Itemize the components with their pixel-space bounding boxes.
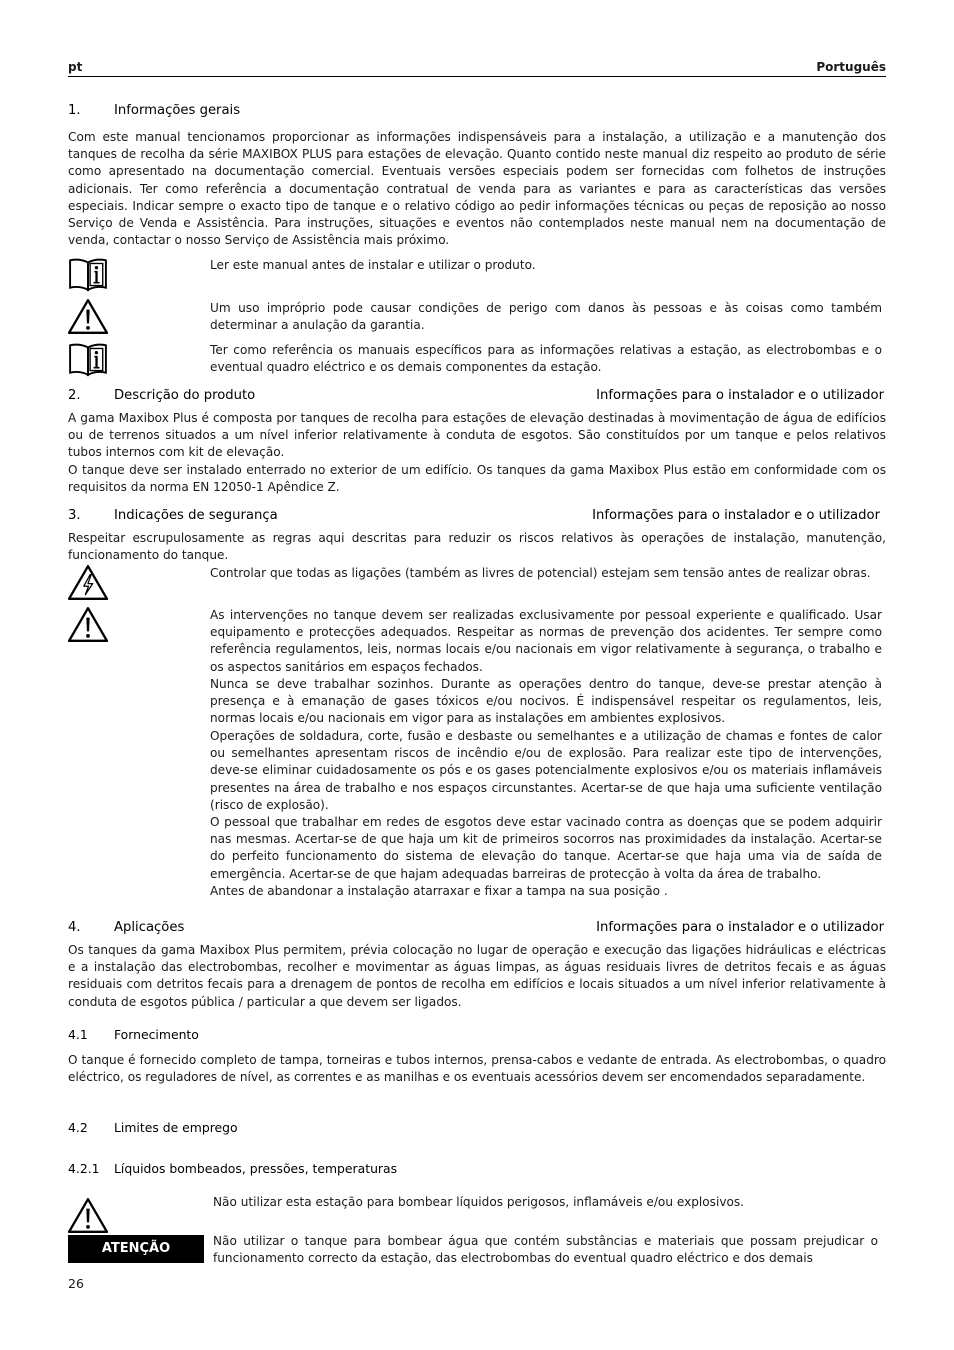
section-title: Descrição do produto (114, 388, 256, 403)
warning-icon (68, 606, 108, 642)
section-1-heading (68, 102, 886, 120)
section-2-body: A gama Maxibox Plus é composta por tanques de recolha para estações de elevação destinadas à movimentação de água de edifícios ou de terrenos situados a um nível inferior relativamente à conduta de esgotos. São constituídos por um tanque e pelos relativos tubos internos com kit de elevação. (68, 411, 886, 460)
section-number: 4.2 (68, 1120, 88, 1135)
language-code: pt (68, 60, 83, 74)
audience-label: Informações para o instalador e o utilizador (596, 920, 884, 935)
safety-paragraph-gases: Nunca se deve trabalhar sozinhos. Durante as operações dentro do tanque, deve-se prestar atenção à presença e à emanação de gases tóxicos e/ou nocivos. É indispensável respeitar os regulamentos, leis, normas locais e/ou nacionais em vigor para as instalações em ambientes explosivos. (210, 677, 882, 726)
warning-icon (68, 298, 108, 334)
manual-info-icon (68, 256, 108, 292)
section-number: 4. (68, 920, 81, 935)
section-4-1-body: O tanque é fornecido completo de tampa, torneiras e tubos internos, prensa-cabos e vedante de entrada. As electrobombas, o quadro eléctrico, os reguladores de nível, as correntes e as manilhas e os eventuais acessórios devem ser encomendados separadamente. (68, 1053, 886, 1085)
section-2-heading (68, 387, 886, 405)
audience-label: Informações para o instalador e o utilizador (592, 508, 880, 523)
note-dangerous-liquids: Não utilizar esta estação para bombear líquidos perigosos, inflamáveis e/ou explosivos. (213, 1195, 745, 1209)
section-title: Limites de emprego (114, 1120, 238, 1135)
section-4-2-1-heading (68, 1160, 886, 1178)
section-1-body: Com este manual tencionamos proporcionar as informações indispensáveis para a instalação, a utilização e a manutenção dos tanques de recolha da série MAXIBOX PLUS para estações de elevação. Quanto contido neste manual diz respeito ao produto de série como apresentado na documentação comercial. Eventuais versões especiais podem ser fornecidas com folhetos de instruções adicionais. Ter como referência a documentação contratual de venda para as variantes e para as características das versões especiais. Indicar sempre o exacto tipo de tanque e o relativo código ao pedir informações técnicas ou peças de reposição ao nosso Serviço de Venda e Assistência. Para instruções, situações e eventos não contemplados neste manual nem na documentação de venda, contactar o nosso Serviço de Assistência mais próximo. (68, 130, 886, 248)
safety-paragraph-explosion: Operações de soldadura, corte, fusão e desbaste ou semelhantes e a utilização de chamas e fontes de calor ou semelhantes apresentam riscos de incêndio e/ou de explosão. Para realizar este tipo de intervenções, deve-se eliminar cuidadosamente os pós e os gases potencialmente explosivos e/ou os materiais inflamáveis presentes na área de trabalho e nos espaços circunstantes. Acertar-se de que haja uma suficiente ventilação (risco de explosão). (210, 729, 882, 812)
section-2-body-compliance: O tanque deve ser instalado enterrado no exterior de um edifício. Os tanques da gama Maxibox Plus estão em conformidade com os requisitos da norma EN 12050-1 Apêndice Z. (68, 463, 886, 495)
section-title: Fornecimento (114, 1027, 199, 1042)
section-3-intro: Respeitar escrupulosamente as regras aqui descritas para reduzir os riscos relativos às operações de instalação, manutenção, funcionamento do tanque. (68, 531, 886, 563)
safety-paragraph-sewers: O pessoal que trabalhar em redes de esgotos deve estar vacinado contra as doenças que se podem adquirir nas mesmas. Acertar-se de que haja um kit de primeiros socorros nas proximidades da instalação. Acertar-se do perfeito funcionamento do sistema de elevação do tanque. Acertar-se que haja uma via de saída de emergência. Acertar-se de que hajam adequadas barreiras de protecção à volta da área de trabalho. (210, 815, 882, 881)
note-reference-manuals: Ter como referência os manuais específicos para as informações relativas a estação, as electrobombas e o eventual quadro eléctrico e os demais componentes da estação. (210, 343, 882, 375)
page-header (68, 59, 886, 77)
section-title: Aplicações (114, 920, 185, 935)
safety-paragraph-qualified: As intervenções no tanque devem ser realizadas exclusivamente por pessoal experiente e qualificado. Usar equipamento e protecções adequados. Respeitar as normas de prevenção dos acidentes. Ter sempre como referência regulamentos, leis, normas locais e/ou nacionais em vigor relativamente à segurança, o trabalho e os aspectos sanitários em espaços fechados. (210, 608, 882, 674)
section-number: 1. (68, 103, 81, 118)
safety-paragraph-closing: Antes de abandonar a instalação atarraxar e fixar a tampa na sua posição . (210, 884, 668, 898)
audience-label: Informações para o instalador e o utilizador (596, 388, 884, 403)
section-3-heading (68, 507, 886, 525)
section-number: 3. (68, 508, 81, 523)
section-4-1-heading (68, 1026, 886, 1044)
section-4-body: Os tanques da gama Maxibox Plus permitem, prévia colocação no lugar de operação e execução das ligações hidráulicas e eléctricas e a instalação das electrobombas, recolher e movimentar as águas limpas, as águas residuais livres de detritos fecais e as águas residuais com detritos fecais para a drenagem de pontos de recolha em edifícios e locais situados a um nível inferior relativamente à conduta de esgotos pública / particular a que devem ser ligados. (68, 943, 886, 1009)
section-title: Líquidos bombeados, pressões, temperaturas (114, 1161, 398, 1176)
note-water-substances: Não utilizar o tanque para bombear água que contém substâncias e materiais que possam prejudicar o funcionamento correcto da estação, das electrobombas do eventual quadro eléctrico e dos demais (213, 1234, 878, 1266)
attention-label: ATENÇÃO (68, 1235, 204, 1263)
section-title: Indicações de segurança (114, 508, 278, 523)
note-misuse: Um uso impróprio pode causar condições de perigo com danos às pessoas e às coisas como também determinar a anulação da garantia. (210, 301, 882, 333)
section-title: Informações gerais (114, 103, 241, 118)
section-4-heading (68, 919, 886, 937)
manual-info-icon (68, 341, 108, 377)
section-4-2-heading (68, 1119, 886, 1137)
page-number: 26 (68, 1276, 84, 1291)
warning-icon (68, 1197, 108, 1233)
section-number: 4.1 (68, 1027, 88, 1042)
note-electric-safety: Controlar que todas as ligações (também as livres de potencial) estejam sem tensão antes de realizar obras. (210, 566, 871, 580)
high-voltage-icon (68, 564, 108, 600)
section-number: 4.2.1 (68, 1161, 100, 1176)
note-read-manual: Ler este manual antes de instalar e utilizar o produto. (210, 258, 536, 272)
section-number: 2. (68, 388, 81, 403)
language-name: Português (816, 60, 886, 74)
